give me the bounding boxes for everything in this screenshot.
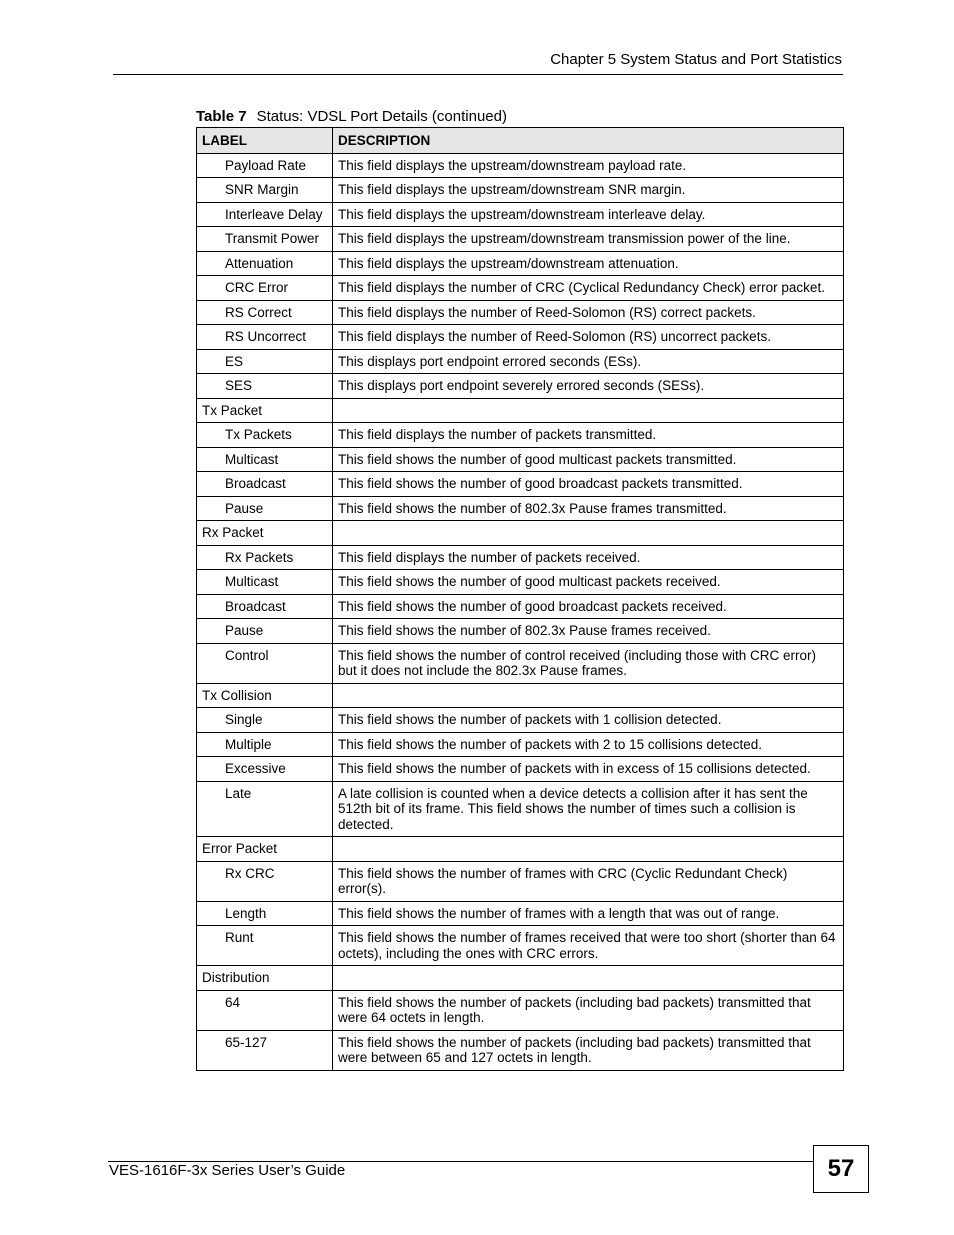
row-label: Pause xyxy=(197,496,333,521)
row-description: This field shows the number of good multicast packets transmitted. xyxy=(333,447,844,472)
row-description: This field displays the upstream/downstream transmission power of the line. xyxy=(333,227,844,252)
table-row xyxy=(197,349,844,374)
row-label: ES xyxy=(197,349,333,374)
table-row xyxy=(197,521,844,546)
row-label: Distribution xyxy=(197,966,333,991)
row-label: 65-127 xyxy=(197,1030,333,1070)
row-description: This field shows the number of packets with 1 collision detected. xyxy=(333,708,844,733)
table-row xyxy=(197,901,844,926)
row-label: Interleave Delay xyxy=(197,202,333,227)
chapter-header: Chapter 5 System Status and Port Statistics xyxy=(550,51,842,68)
row-description: This field shows the number of frames received that were too short (shorter than 64 octets), including the ones with CRC errors. xyxy=(333,926,844,966)
table-row xyxy=(197,251,844,276)
row-description: This field displays the upstream/downstream interleave delay. xyxy=(333,202,844,227)
row-description: This field displays the number of packets received. xyxy=(333,545,844,570)
table-row xyxy=(197,423,844,448)
page-number: 57 xyxy=(813,1145,869,1193)
guide-title: VES-1616F-3x Series User’s Guide xyxy=(109,1162,346,1179)
row-label: Rx CRC xyxy=(197,861,333,901)
row-description: This field shows the number of control received (including those with CRC error) but it does not include the 802.3x Pause frames. xyxy=(333,643,844,683)
row-label: Error Packet xyxy=(197,837,333,862)
column-header-label: LABEL xyxy=(197,128,333,154)
table-row xyxy=(197,496,844,521)
row-description: This field shows the number of 802.3x Pause frames received. xyxy=(333,619,844,644)
column-header-description: DESCRIPTION xyxy=(333,128,844,154)
row-label: SES xyxy=(197,374,333,399)
table-row xyxy=(197,545,844,570)
row-label: Rx Packet xyxy=(197,521,333,546)
row-label: Excessive xyxy=(197,757,333,782)
row-description xyxy=(333,966,844,991)
row-label: Late xyxy=(197,781,333,837)
table-row xyxy=(197,757,844,782)
row-description: This field displays the upstream/downstream attenuation. xyxy=(333,251,844,276)
row-label: Multicast xyxy=(197,447,333,472)
row-label: CRC Error xyxy=(197,276,333,301)
row-description: This field displays the upstream/downstream payload rate. xyxy=(333,153,844,178)
row-label: Payload Rate xyxy=(197,153,333,178)
table-row xyxy=(197,1030,844,1070)
row-description: This field shows the number of packets (including bad packets) transmitted that were between 65 and 127 octets in length. xyxy=(333,1030,844,1070)
row-description: This field displays the number of Reed-Solomon (RS) uncorrect packets. xyxy=(333,325,844,350)
table-header-row xyxy=(197,128,844,154)
row-label: 64 xyxy=(197,990,333,1030)
row-description: This field shows the number of packets (including bad packets) transmitted that were 64 octets in length. xyxy=(333,990,844,1030)
row-description xyxy=(333,398,844,423)
row-label: Runt xyxy=(197,926,333,966)
table-row xyxy=(197,683,844,708)
table-row xyxy=(197,732,844,757)
row-label: Transmit Power xyxy=(197,227,333,252)
row-description: This field displays the number of CRC (Cyclical Redundancy Check) error packet. xyxy=(333,276,844,301)
row-description: This field shows the number of packets with 2 to 15 collisions detected. xyxy=(333,732,844,757)
row-description: This field shows the number of packets with in excess of 15 collisions detected. xyxy=(333,757,844,782)
table-row xyxy=(197,781,844,837)
table-row xyxy=(197,447,844,472)
row-description xyxy=(333,683,844,708)
table-row xyxy=(197,594,844,619)
table-row xyxy=(197,374,844,399)
table-row xyxy=(197,861,844,901)
table-row xyxy=(197,570,844,595)
table-row xyxy=(197,227,844,252)
row-label: RS Correct xyxy=(197,300,333,325)
row-description: This field shows the number of frames with a length that was out of range. xyxy=(333,901,844,926)
header-divider xyxy=(113,74,843,75)
row-label: SNR Margin xyxy=(197,178,333,203)
row-description: This field shows the number of frames with CRC (Cyclic Redundant Check) error(s). xyxy=(333,861,844,901)
table-row xyxy=(197,398,844,423)
row-label: RS Uncorrect xyxy=(197,325,333,350)
row-description: A late collision is counted when a device detects a collision after it has sent the 512th bit of its frame. This field shows the number of times such a collision is detected. xyxy=(333,781,844,837)
table-row xyxy=(197,472,844,497)
row-description: This field shows the number of good multicast packets received. xyxy=(333,570,844,595)
table-row xyxy=(197,966,844,991)
row-label: Single xyxy=(197,708,333,733)
row-label: Tx Packets xyxy=(197,423,333,448)
row-label: Control xyxy=(197,643,333,683)
row-label: Multicast xyxy=(197,570,333,595)
table-caption xyxy=(196,108,507,126)
table-row xyxy=(197,202,844,227)
row-label: Multiple xyxy=(197,732,333,757)
row-label: Attenuation xyxy=(197,251,333,276)
row-label: Tx Collision xyxy=(197,683,333,708)
row-label: Pause xyxy=(197,619,333,644)
row-description: This field shows the number of good broadcast packets received. xyxy=(333,594,844,619)
table-row xyxy=(197,990,844,1030)
table-row xyxy=(197,178,844,203)
row-description xyxy=(333,521,844,546)
row-description: This field displays the upstream/downstream SNR margin. xyxy=(333,178,844,203)
table-row xyxy=(197,300,844,325)
row-label: Tx Packet xyxy=(197,398,333,423)
port-details-table xyxy=(196,127,844,1071)
table-row xyxy=(197,643,844,683)
table-body xyxy=(197,153,844,1070)
row-label: Rx Packets xyxy=(197,545,333,570)
table-row xyxy=(197,276,844,301)
table-row xyxy=(197,708,844,733)
table-number: Table 7 xyxy=(196,108,247,125)
row-description xyxy=(333,837,844,862)
row-description: This field displays the number of packets transmitted. xyxy=(333,423,844,448)
row-description: This displays port endpoint severely errored seconds (SESs). xyxy=(333,374,844,399)
row-description: This displays port endpoint errored seconds (ESs). xyxy=(333,349,844,374)
table-row xyxy=(197,619,844,644)
table-row xyxy=(197,325,844,350)
table-row xyxy=(197,926,844,966)
row-label: Length xyxy=(197,901,333,926)
table-title: Status: VDSL Port Details (continued) xyxy=(256,108,507,125)
row-label: Broadcast xyxy=(197,472,333,497)
row-label: Broadcast xyxy=(197,594,333,619)
table-row xyxy=(197,837,844,862)
row-description: This field shows the number of 802.3x Pause frames transmitted. xyxy=(333,496,844,521)
row-description: This field shows the number of good broadcast packets transmitted. xyxy=(333,472,844,497)
row-description: This field displays the number of Reed-Solomon (RS) correct packets. xyxy=(333,300,844,325)
table-row xyxy=(197,153,844,178)
